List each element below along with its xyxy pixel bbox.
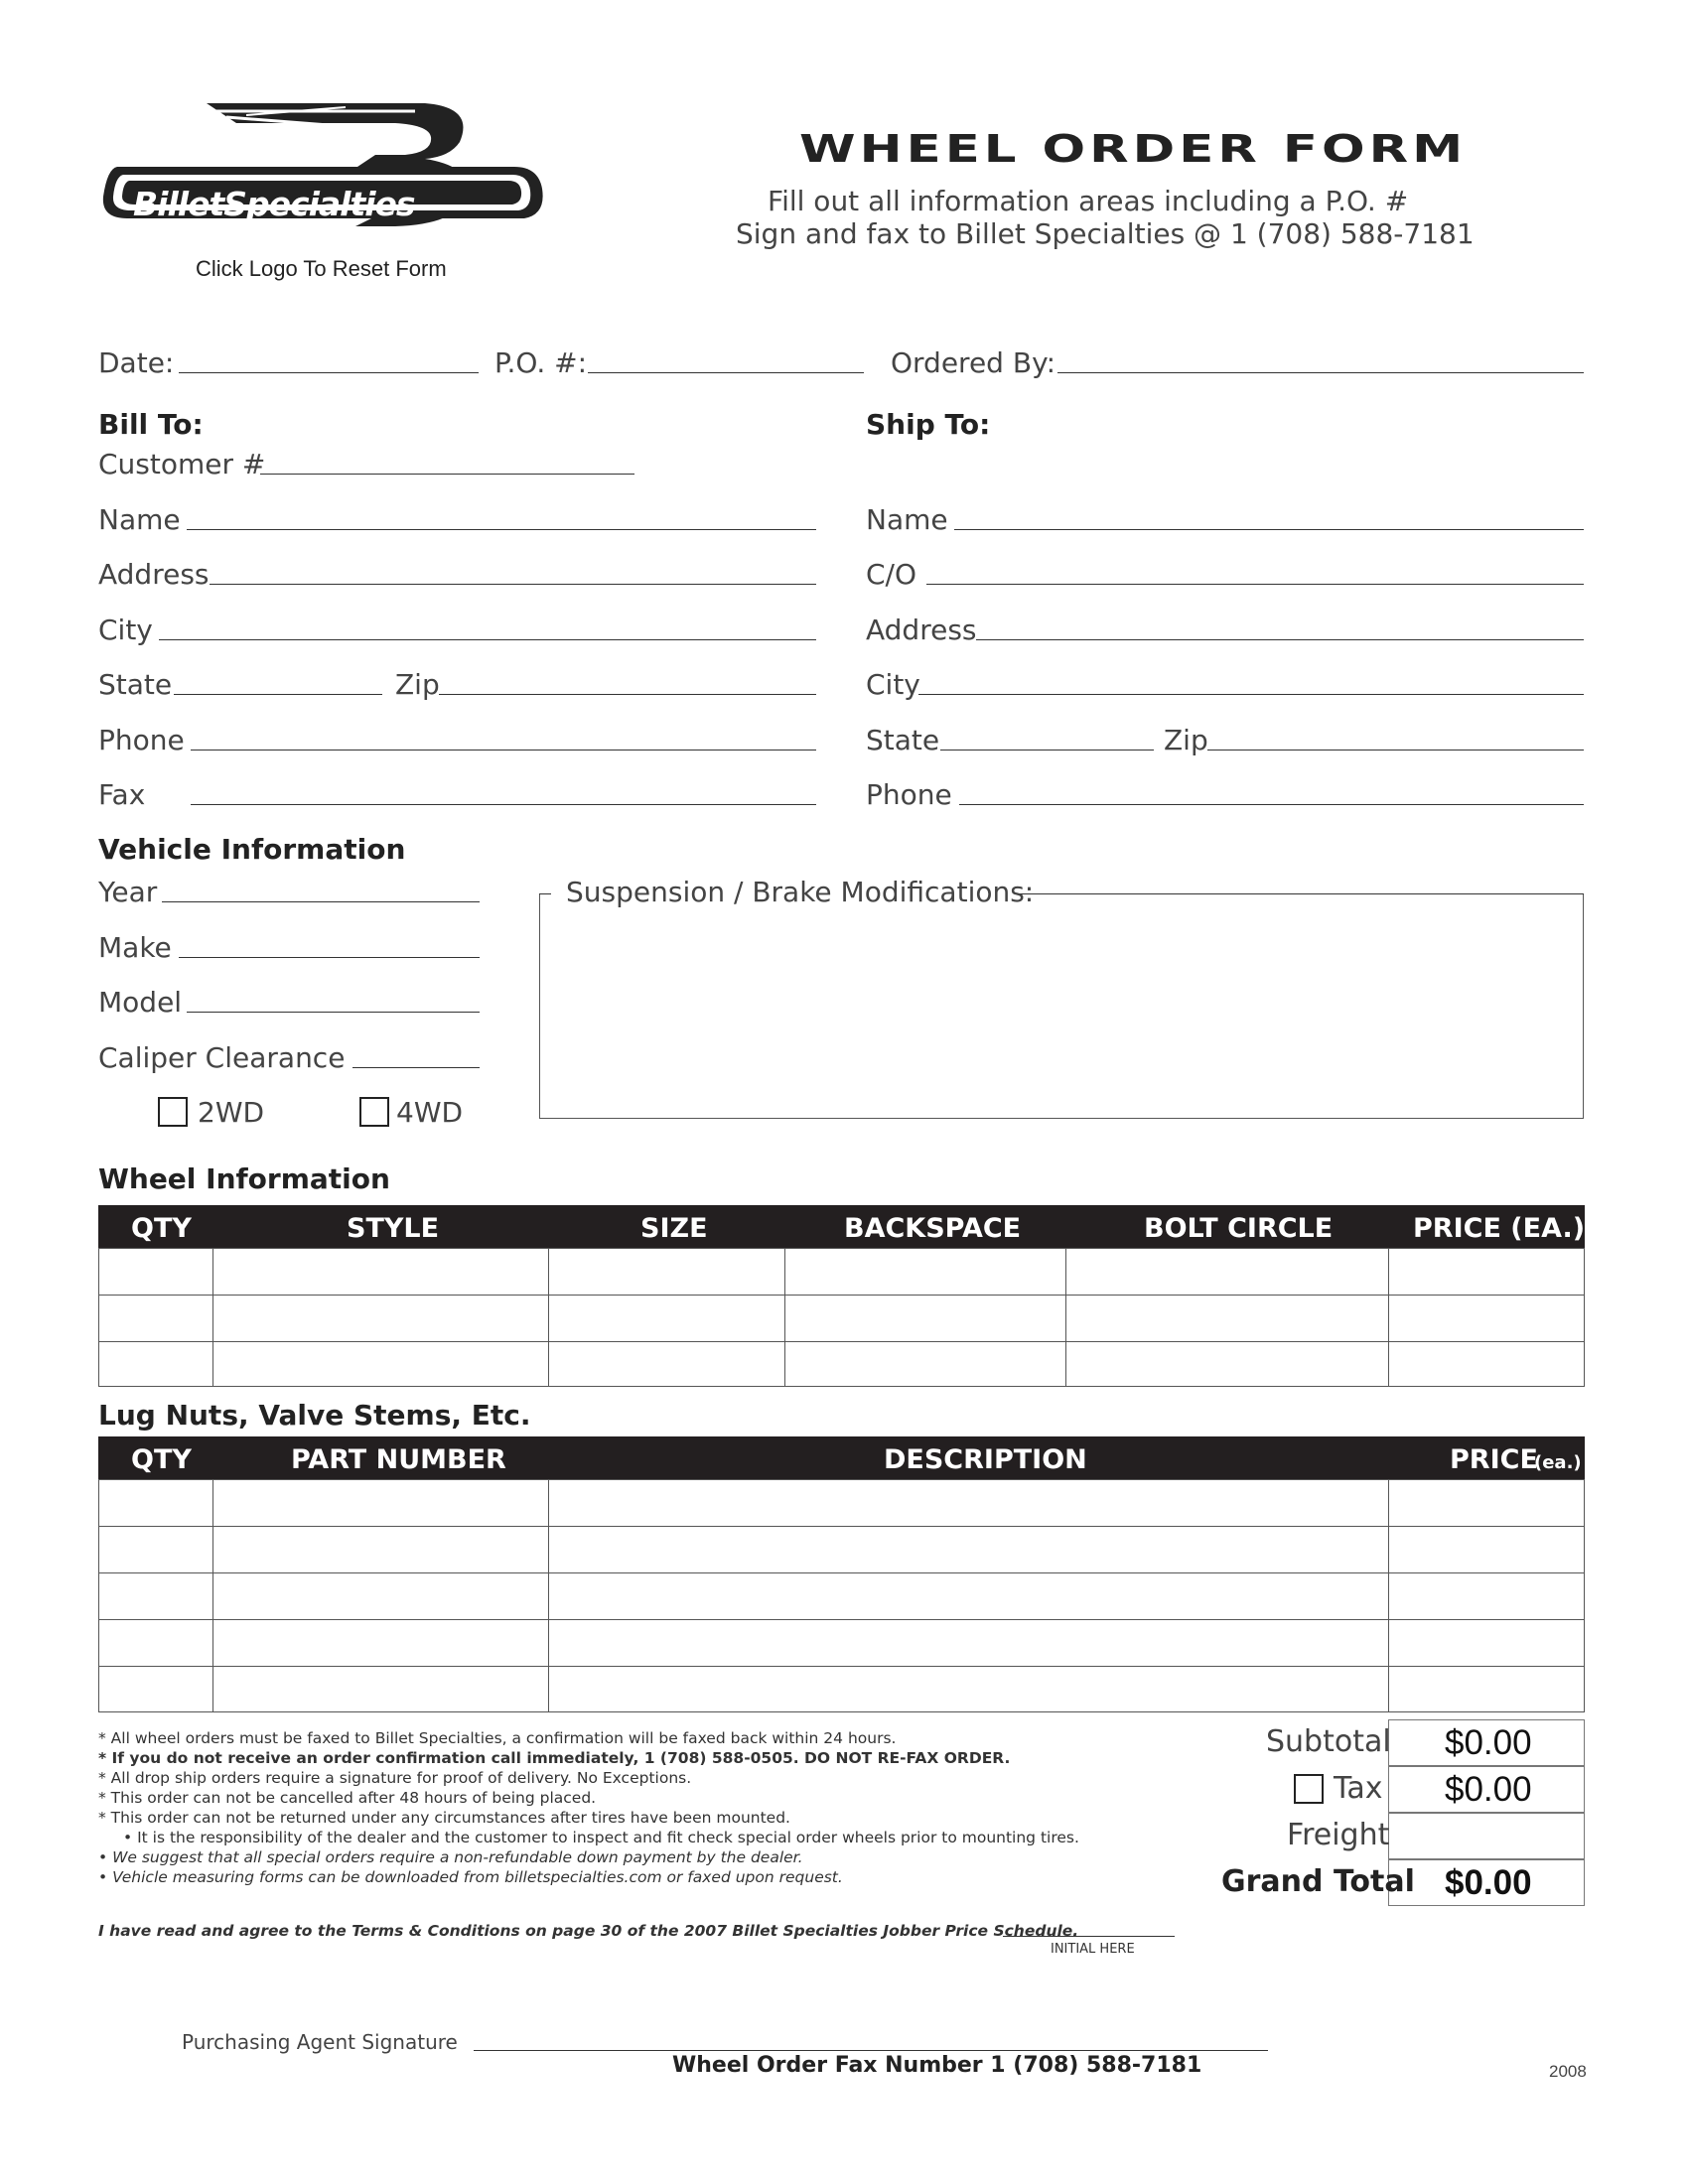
ship-name-label: Name bbox=[866, 503, 948, 536]
wheel-col-size: SIZE bbox=[640, 1213, 708, 1244]
ship-name-field[interactable] bbox=[954, 529, 1584, 530]
wheel-col-divider bbox=[548, 1248, 549, 1387]
date-label: Date: bbox=[98, 346, 175, 379]
subtotal-value: $0.00 bbox=[1445, 1723, 1532, 1762]
ship-to-heading: Ship To: bbox=[866, 408, 991, 441]
ship-zip-label: Zip bbox=[1164, 724, 1208, 756]
wheel-col-backspace: BACKSPACE bbox=[844, 1213, 1022, 1244]
bill-address-field[interactable] bbox=[210, 584, 816, 585]
year-field[interactable] bbox=[162, 901, 480, 902]
ship-phone-label: Phone bbox=[866, 778, 952, 811]
2wd-label: 2WD bbox=[198, 1096, 265, 1129]
wheel-col-qty: QTY bbox=[131, 1213, 192, 1244]
ship-phone-field[interactable] bbox=[959, 804, 1584, 805]
make-label: Make bbox=[98, 931, 172, 964]
ship-city-label: City bbox=[866, 668, 920, 701]
freight-box[interactable] bbox=[1388, 1813, 1585, 1859]
model-label: Model bbox=[98, 986, 183, 1019]
initial-field[interactable] bbox=[1003, 1936, 1175, 1937]
parts-col-qty: QTY bbox=[131, 1444, 192, 1475]
parts-col-part-number: PART NUMBER bbox=[291, 1444, 506, 1475]
wheel-col-divider bbox=[1388, 1248, 1389, 1387]
grand-total-value: $0.00 bbox=[1445, 1863, 1532, 1902]
date-field[interactable] bbox=[179, 372, 479, 373]
bill-city-field[interactable] bbox=[159, 639, 816, 640]
bill-name-field[interactable] bbox=[187, 529, 816, 530]
parts-table-header bbox=[98, 1436, 1585, 1479]
company-logo[interactable] bbox=[97, 97, 546, 231]
ship-co-label: C/O bbox=[866, 558, 917, 591]
note-7: • We suggest that all special orders require a non-refundable down payment by the dealer. bbox=[98, 1848, 803, 1866]
bill-state-label: State bbox=[98, 668, 173, 701]
wheel-row-divider bbox=[98, 1341, 1585, 1342]
wheel-row-divider bbox=[98, 1295, 1585, 1296]
form-year: 2008 bbox=[1549, 2062, 1587, 2081]
note-8: • Vehicle measuring forms can be downloaded from billetspecialties.com or faxed upon request. bbox=[98, 1868, 843, 1886]
ordered-by-field[interactable] bbox=[1057, 372, 1584, 373]
bill-fax-label: Fax bbox=[98, 778, 146, 811]
note-1: * All wheel orders must be faxed to Billet Specialties, a confirmation will be faxed back within 24 hours. bbox=[98, 1729, 897, 1747]
logo-wordmark: BilletSpecialties bbox=[133, 185, 415, 223]
grand-total-label: Grand Total bbox=[1221, 1864, 1415, 1899]
form-title: WHEEL ORDER FORM bbox=[799, 127, 1468, 171]
vehicle-heading: Vehicle Information bbox=[98, 833, 406, 866]
note-4: * This order can not be cancelled after 48 hours of being placed. bbox=[98, 1789, 597, 1807]
ship-zip-field[interactable] bbox=[1207, 750, 1584, 751]
note-6: • It is the responsibility of the dealer and the customer to inspect and fit check special order wheels prior to mounting tires. bbox=[123, 1829, 1079, 1846]
wheel-col-price: PRICE (EA.) bbox=[1413, 1213, 1586, 1244]
bill-name-label: Name bbox=[98, 503, 181, 536]
subtotal-label: Subtotal bbox=[1266, 1724, 1391, 1759]
note-3: * All drop ship orders require a signature for proof of delivery. No Exceptions. bbox=[98, 1769, 692, 1787]
parts-row-divider bbox=[98, 1666, 1585, 1667]
parts-col-price-unit: (ea.) bbox=[1534, 1452, 1582, 1473]
tax-label: Tax bbox=[1334, 1771, 1383, 1806]
wheel-col-divider bbox=[784, 1248, 785, 1387]
ship-address-field[interactable] bbox=[976, 639, 1584, 640]
ship-city-field[interactable] bbox=[918, 694, 1584, 695]
parts-col-divider bbox=[212, 1479, 213, 1712]
terms-text: I have read and agree to the Terms & Conditions on page 30 of the 2007 Billet Specialties Jobber Price Schedule. bbox=[98, 1922, 1079, 1940]
wheel-col-divider bbox=[212, 1248, 213, 1387]
parts-col-description: DESCRIPTION bbox=[884, 1444, 1087, 1475]
bill-state-field[interactable] bbox=[174, 694, 382, 695]
parts-row-divider bbox=[98, 1572, 1585, 1573]
wheel-table-body bbox=[98, 1248, 1585, 1387]
bill-city-label: City bbox=[98, 614, 153, 646]
wheel-col-divider bbox=[1065, 1248, 1066, 1387]
bill-phone-label: Phone bbox=[98, 724, 185, 756]
suspension-box-top-right bbox=[1020, 893, 1584, 894]
suspension-box-top-left bbox=[539, 893, 551, 894]
caliper-clearance-field[interactable] bbox=[352, 1067, 480, 1068]
ship-address-label: Address bbox=[866, 614, 977, 646]
parts-heading: Lug Nuts, Valve Stems, Etc. bbox=[98, 1399, 531, 1432]
customer-number-field[interactable] bbox=[260, 474, 634, 475]
wheel-info-heading: Wheel Information bbox=[98, 1162, 390, 1195]
4wd-checkbox[interactable] bbox=[359, 1097, 389, 1127]
note-5: * This order can not be returned under any circumstances after tires have been mounted. bbox=[98, 1809, 790, 1827]
parts-col-divider bbox=[1388, 1479, 1389, 1712]
ship-co-field[interactable] bbox=[926, 584, 1584, 585]
ship-state-field[interactable] bbox=[940, 750, 1154, 751]
instruction-line-1: Fill out all information areas including a P.O. # bbox=[768, 185, 1409, 217]
parts-row-divider bbox=[98, 1619, 1585, 1620]
make-field[interactable] bbox=[179, 957, 480, 958]
fax-number-footer: Wheel Order Fax Number 1 (708) 588-7181 bbox=[672, 2053, 1202, 2078]
initial-label: INITIAL HERE bbox=[1051, 1942, 1135, 1957]
customer-number-label: Customer # bbox=[98, 448, 266, 480]
bill-phone-field[interactable] bbox=[191, 750, 816, 751]
bill-to-heading: Bill To: bbox=[98, 408, 204, 441]
po-label: P.O. #: bbox=[494, 346, 588, 379]
bill-zip-field[interactable] bbox=[439, 694, 816, 695]
parts-col-price: PRICE bbox=[1450, 1444, 1538, 1475]
signature-label: Purchasing Agent Signature bbox=[182, 2030, 458, 2054]
signature-field[interactable] bbox=[474, 2050, 1268, 2051]
ordered-by-label: Ordered By: bbox=[891, 346, 1056, 379]
note-2: * If you do not receive an order confirmation call immediately, 1 (708) 588-0505. DO NOT RE-FAX ORDER. bbox=[98, 1749, 1011, 1767]
tax-value: $0.00 bbox=[1445, 1770, 1532, 1809]
model-field[interactable] bbox=[187, 1012, 480, 1013]
parts-col-divider bbox=[548, 1479, 549, 1712]
instruction-line-2: Sign and fax to Billet Specialties @ 1 (708) 588-7181 bbox=[736, 217, 1475, 250]
wheel-table-header bbox=[98, 1205, 1585, 1248]
bill-address-label: Address bbox=[98, 558, 210, 591]
freight-label: Freight bbox=[1287, 1818, 1390, 1852]
wheel-col-bolt-circle: BOLT CIRCLE bbox=[1144, 1213, 1334, 1244]
po-field[interactable] bbox=[588, 372, 864, 373]
tax-checkbox[interactable] bbox=[1294, 1774, 1324, 1804]
parts-table-body bbox=[98, 1479, 1585, 1712]
bill-fax-field[interactable] bbox=[191, 804, 816, 805]
bill-zip-label: Zip bbox=[395, 668, 440, 701]
ship-state-label: State bbox=[866, 724, 940, 756]
year-label: Year bbox=[98, 876, 158, 908]
suspension-label: Suspension / Brake Modifications: bbox=[566, 876, 1035, 908]
2wd-checkbox[interactable] bbox=[158, 1097, 188, 1127]
parts-row-divider bbox=[98, 1526, 1585, 1527]
reset-hint: Click Logo To Reset Form bbox=[196, 256, 447, 281]
suspension-textbox[interactable] bbox=[539, 893, 1584, 1119]
caliper-clearance-label: Caliper Clearance bbox=[98, 1041, 346, 1074]
4wd-label: 4WD bbox=[396, 1096, 464, 1129]
wheel-col-style: STYLE bbox=[347, 1213, 440, 1244]
